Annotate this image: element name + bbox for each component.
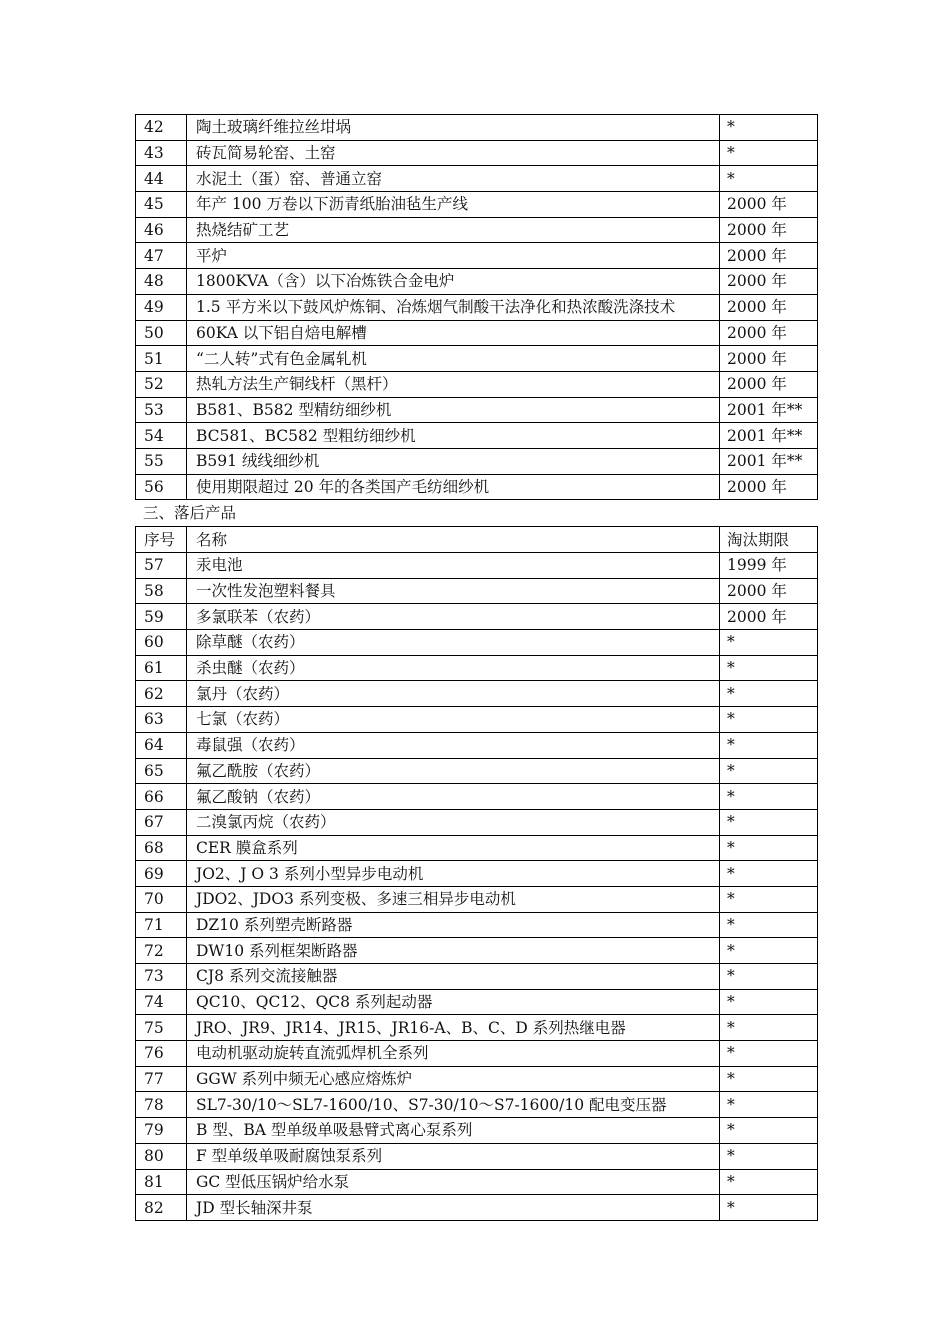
- cell-name: 砖瓦简易轮窑、土窑: [187, 140, 720, 166]
- table-row: [136, 604, 818, 630]
- cell-name: 电动机驱动旋转直流弧焊机全系列: [187, 1041, 720, 1067]
- cell-name: JO2、J O 3 系列小型异步电动机: [187, 861, 720, 887]
- cell-deadline: *: [720, 707, 818, 733]
- cell-name: 氟乙酰胺（农药）: [187, 758, 720, 784]
- table-row: [136, 1066, 818, 1092]
- cell-deadline: *: [720, 912, 818, 938]
- cell-name: DZ10 系列塑壳断路器: [187, 912, 720, 938]
- cell-deadline: 2000 年: [720, 269, 818, 295]
- cell-deadline: *: [720, 886, 818, 912]
- cell-name: BC581、BC582 型粗纺细纱机: [187, 423, 720, 449]
- table-row: [136, 655, 818, 681]
- table-row: [136, 294, 818, 320]
- table-product-list: [135, 526, 818, 1221]
- cell-deadline: 2000 年: [720, 294, 818, 320]
- cell-deadline: *: [720, 964, 818, 990]
- table-row: [136, 1195, 818, 1221]
- table-row: [136, 1041, 818, 1067]
- cell-name: CJ8 系列交流接触器: [187, 964, 720, 990]
- cell-deadline: *: [720, 835, 818, 861]
- cell-name: B591 绒线细纱机: [187, 448, 720, 474]
- cell-deadline: 2000 年: [720, 217, 818, 243]
- cell-name: 60KA 以下铝自焙电解槽: [187, 320, 720, 346]
- table-row: [136, 371, 818, 397]
- cell-no: 73: [136, 964, 187, 990]
- table-row: [136, 1143, 818, 1169]
- table-row: [136, 166, 818, 192]
- cell-deadline: 2001 年**: [720, 448, 818, 474]
- cell-name: 热轧方法生产铜线杆（黑杆）: [187, 371, 720, 397]
- table-row: [136, 243, 818, 269]
- cell-name: JD 型长轴深井泵: [187, 1195, 720, 1221]
- cell-deadline: *: [720, 115, 818, 141]
- cell-no: 57: [136, 553, 187, 579]
- cell-deadline: *: [720, 1015, 818, 1041]
- cell-deadline: 2000 年: [720, 604, 818, 630]
- table-product-body: [136, 553, 818, 1221]
- cell-deadline: *: [720, 809, 818, 835]
- cell-name: B 型、BA 型单级单吸悬臂式离心泵系列: [187, 1118, 720, 1144]
- cell-deadline: *: [720, 989, 818, 1015]
- cell-name: 使用期限超过 20 年的各类国产毛纺细纱机: [187, 474, 720, 500]
- cell-no: 46: [136, 217, 187, 243]
- cell-no: 48: [136, 269, 187, 295]
- table-row: [136, 861, 818, 887]
- cell-name: “二人转”式有色金属轧机: [187, 346, 720, 372]
- cell-name: 七氯（农药）: [187, 707, 720, 733]
- table-row: [136, 115, 818, 141]
- table-row: [136, 397, 818, 423]
- cell-no: 54: [136, 423, 187, 449]
- cell-name: QC10、QC12、QC8 系列起动器: [187, 989, 720, 1015]
- cell-no: 82: [136, 1195, 187, 1221]
- table-header-row: [136, 527, 818, 553]
- cell-deadline: *: [720, 861, 818, 887]
- cell-no: 47: [136, 243, 187, 269]
- cell-deadline: *: [720, 758, 818, 784]
- table-row: [136, 681, 818, 707]
- table-row: [136, 835, 818, 861]
- table-row: [136, 320, 818, 346]
- cell-no: 53: [136, 397, 187, 423]
- table-row: [136, 912, 818, 938]
- cell-no: 43: [136, 140, 187, 166]
- cell-no: 67: [136, 809, 187, 835]
- table-row: [136, 217, 818, 243]
- cell-name: 汞电池: [187, 553, 720, 579]
- section-title: 三、落后产品: [143, 504, 237, 523]
- cell-no: 52: [136, 371, 187, 397]
- cell-no: 56: [136, 474, 187, 500]
- cell-name: 热烧结矿工艺: [187, 217, 720, 243]
- cell-no: 77: [136, 1066, 187, 1092]
- cell-deadline: 2000 年: [720, 578, 818, 604]
- cell-name: 除草醚（农药）: [187, 630, 720, 656]
- cell-no: 65: [136, 758, 187, 784]
- table-row: [136, 707, 818, 733]
- cell-name: 平炉: [187, 243, 720, 269]
- cell-no: 55: [136, 448, 187, 474]
- table-row: [136, 553, 818, 579]
- cell-deadline: *: [720, 1169, 818, 1195]
- cell-deadline: *: [720, 1092, 818, 1118]
- cell-name: F 型单级单吸耐腐蚀泵系列: [187, 1143, 720, 1169]
- cell-deadline: *: [720, 655, 818, 681]
- cell-no: 60: [136, 630, 187, 656]
- cell-deadline: *: [720, 166, 818, 192]
- cell-no: 49: [136, 294, 187, 320]
- cell-no: 81: [136, 1169, 187, 1195]
- cell-name: 水泥土（蛋）窑、普通立窑: [187, 166, 720, 192]
- table-row: [136, 809, 818, 835]
- table-row: [136, 732, 818, 758]
- cell-deadline: *: [720, 784, 818, 810]
- cell-name: 氯丹（农药）: [187, 681, 720, 707]
- cell-name: 陶土玻璃纤维拉丝坩埚: [187, 115, 720, 141]
- cell-name: GC 型低压锅炉给水泵: [187, 1169, 720, 1195]
- cell-deadline: 2000 年: [720, 243, 818, 269]
- cell-no: 68: [136, 835, 187, 861]
- cell-no: 44: [136, 166, 187, 192]
- cell-deadline: 2000 年: [720, 474, 818, 500]
- header-no: 序号: [136, 527, 187, 553]
- table-row: [136, 1169, 818, 1195]
- cell-no: 61: [136, 655, 187, 681]
- cell-deadline: 1999 年: [720, 553, 818, 579]
- cell-no: 63: [136, 707, 187, 733]
- cell-deadline: *: [720, 140, 818, 166]
- cell-no: 58: [136, 578, 187, 604]
- header-name: 名称: [187, 527, 720, 553]
- cell-name: B581、B582 型精纺细纱机: [187, 397, 720, 423]
- table-row: [136, 758, 818, 784]
- cell-deadline: *: [720, 1041, 818, 1067]
- table-row: [136, 578, 818, 604]
- cell-name: JDO2、JDO3 系列变极、多速三相异步电动机: [187, 886, 720, 912]
- table-row: [136, 192, 818, 218]
- cell-deadline: *: [720, 1143, 818, 1169]
- table-process-list: [135, 114, 818, 500]
- cell-name: 1.5 平方米以下鼓风炉炼铜、冶炼烟气制酸干法净化和热浓酸洗涤技术: [187, 294, 720, 320]
- cell-deadline: *: [720, 1195, 818, 1221]
- cell-deadline: 2000 年: [720, 320, 818, 346]
- table-row: [136, 269, 818, 295]
- cell-name: CER 膜盒系列: [187, 835, 720, 861]
- cell-name: SL7-30/10～SL7-1600/10、S7-30/10～S7-1600/10 配电变压器: [187, 1092, 720, 1118]
- document-page: [135, 114, 817, 1221]
- cell-name: 二溴氯丙烷（农药）: [187, 809, 720, 835]
- cell-no: 42: [136, 115, 187, 141]
- cell-no: 79: [136, 1118, 187, 1144]
- cell-no: 72: [136, 938, 187, 964]
- cell-no: 59: [136, 604, 187, 630]
- cell-no: 62: [136, 681, 187, 707]
- cell-no: 69: [136, 861, 187, 887]
- cell-no: 74: [136, 989, 187, 1015]
- header-deadline: 淘汰期限: [720, 527, 818, 553]
- table-row: [136, 474, 818, 500]
- cell-no: 45: [136, 192, 187, 218]
- cell-no: 80: [136, 1143, 187, 1169]
- cell-deadline: 2000 年: [720, 371, 818, 397]
- cell-deadline: 2000 年: [720, 346, 818, 372]
- table-row: [136, 964, 818, 990]
- cell-no: 50: [136, 320, 187, 346]
- cell-name: 毒鼠强（农药）: [187, 732, 720, 758]
- table-row: [136, 1118, 818, 1144]
- table-row: [136, 630, 818, 656]
- cell-no: 71: [136, 912, 187, 938]
- cell-no: 64: [136, 732, 187, 758]
- cell-no: 66: [136, 784, 187, 810]
- table-row: [136, 448, 818, 474]
- table-row: [136, 346, 818, 372]
- cell-deadline: *: [720, 938, 818, 964]
- cell-no: 75: [136, 1015, 187, 1041]
- cell-name: 一次性发泡塑料餐具: [187, 578, 720, 604]
- table-row: [136, 938, 818, 964]
- cell-deadline: *: [720, 1066, 818, 1092]
- cell-name: 1800KVA（含）以下冶炼铁合金电炉: [187, 269, 720, 295]
- cell-no: 78: [136, 1092, 187, 1118]
- cell-no: 76: [136, 1041, 187, 1067]
- cell-deadline: *: [720, 681, 818, 707]
- table-row: [136, 1092, 818, 1118]
- table-row: [136, 784, 818, 810]
- cell-name: DW10 系列框架断路器: [187, 938, 720, 964]
- cell-name: 杀虫醚（农药）: [187, 655, 720, 681]
- table-row: [136, 423, 818, 449]
- table-process-body: [136, 115, 818, 500]
- table-row: [136, 140, 818, 166]
- cell-no: 51: [136, 346, 187, 372]
- cell-deadline: *: [720, 732, 818, 758]
- cell-no: 70: [136, 886, 187, 912]
- cell-name: JRO、JR9、JR14、JR15、JR16-A、B、C、D 系列热继电器: [187, 1015, 720, 1041]
- cell-name: 多氯联苯（农药）: [187, 604, 720, 630]
- cell-deadline: 2001 年**: [720, 397, 818, 423]
- cell-deadline: *: [720, 630, 818, 656]
- cell-name: 年产 100 万卷以下沥青纸胎油毡生产线: [187, 192, 720, 218]
- table-row: [136, 989, 818, 1015]
- table-row: [136, 1015, 818, 1041]
- table-row: [136, 886, 818, 912]
- cell-deadline: 2001 年**: [720, 423, 818, 449]
- cell-name: GGW 系列中频无心感应熔炼炉: [187, 1066, 720, 1092]
- cell-deadline: *: [720, 1118, 818, 1144]
- cell-name: 氟乙酸钠（农药）: [187, 784, 720, 810]
- cell-deadline: 2000 年: [720, 192, 818, 218]
